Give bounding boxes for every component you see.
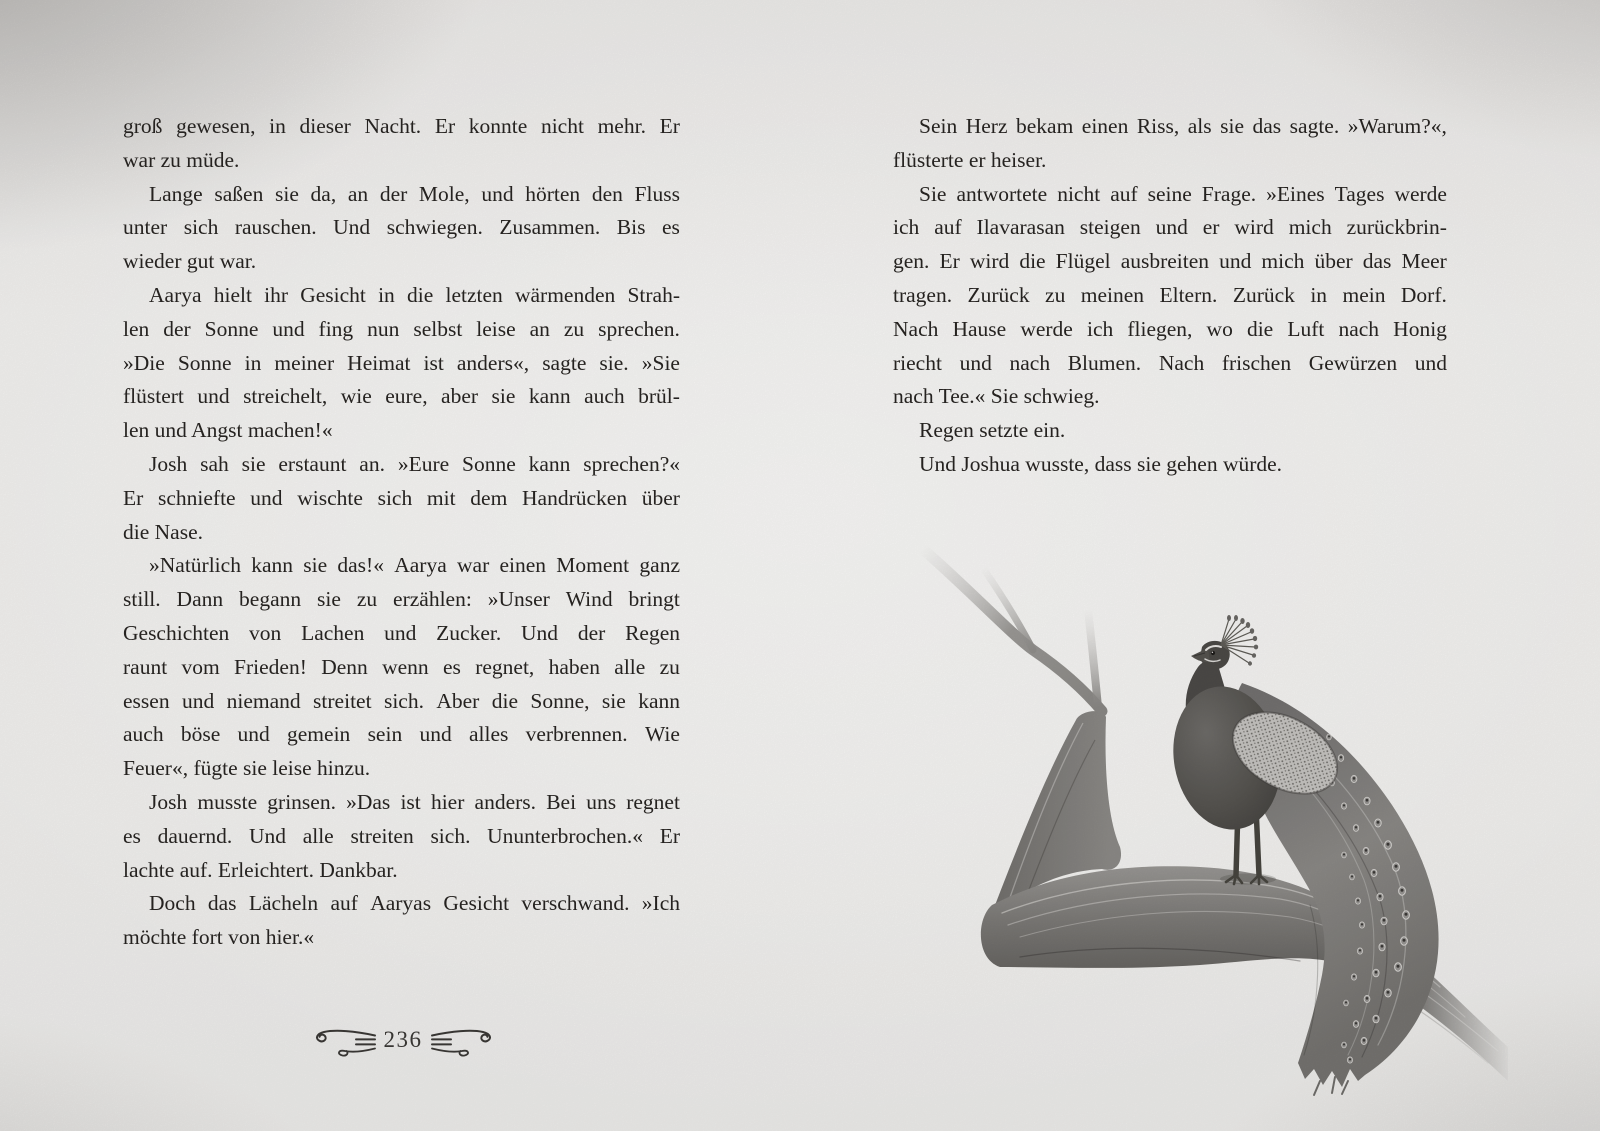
text-line: raunt vom Frieden! Denn wenn es regnet, haben alle zu xyxy=(123,654,680,679)
text-line: Aarya hielt ihr Gesicht in die letzten wärmenden Strah- xyxy=(149,282,680,307)
text-line: Josh sah sie erstaunt an. »Eure Sonne kann sprechen?« xyxy=(149,451,680,476)
peacock-head xyxy=(1191,615,1258,669)
text-line: »Natürlich kann sie das!« Aarya war einen Moment ganz xyxy=(149,553,680,578)
paragraph xyxy=(123,279,680,448)
paragraph xyxy=(123,110,680,178)
text-line: die Nase. xyxy=(123,519,203,544)
text-line: groß gewesen, in dieser Nacht. Er konnte nicht mehr. Er xyxy=(123,114,680,138)
paragraph xyxy=(123,786,680,887)
page-number: 236 xyxy=(383,1027,423,1052)
text-line: riecht und nach Blumen. Nach frischen Gewürzen und xyxy=(893,350,1447,375)
text-line: Doch das Lächeln auf Aaryas Gesicht verschwand. »Ich xyxy=(149,891,680,916)
right-page-text xyxy=(893,110,1447,482)
paragraph xyxy=(123,178,680,279)
text-line: auch böse und gemein sein und alles verbrennen. Wie xyxy=(123,722,680,747)
left-page-text xyxy=(123,110,680,955)
text-line: ich auf Ilavarasan steigen und er wird mich zurückbrin- xyxy=(893,215,1447,240)
text-line: len und Angst machen!« xyxy=(123,418,333,443)
twigs xyxy=(925,551,1102,711)
text-line: unter sich rauschen. Und schwiegen. Zusammen. Bis es xyxy=(123,215,680,240)
text-line: »Die Sonne in meiner Heimat ist anders«, sagte sie. »Sie xyxy=(123,350,680,375)
text-line: flüsterte er heiser. xyxy=(893,147,1047,172)
text-line: nach Tee.« Sie schwieg. xyxy=(893,384,1100,409)
paragraph xyxy=(123,549,680,786)
text-line: lachte auf. Erleichtert. Dankbar. xyxy=(123,857,398,882)
text-line: wieder gut war. xyxy=(123,249,257,274)
page-number-ornament xyxy=(307,1022,499,1058)
text-line: still. Dann begann sie zu erzählen: »Unser Wind bringt xyxy=(123,587,680,612)
text-line: essen und niemand streitet sich. Aber die Sonne, sie kann xyxy=(123,688,680,713)
text-line: möchte fort von hier.« xyxy=(123,925,315,950)
flourish-right-icon xyxy=(428,1023,498,1057)
text-line: Geschichten von Lachen und Zucker. Und der Regen xyxy=(123,620,680,645)
text-line: flüstert und streichelt, wie eure, aber sie kann auch brül- xyxy=(123,384,680,409)
paragraph xyxy=(893,414,1447,448)
text-line: gen. Er wird die Flügel ausbreiten und mich über das Meer xyxy=(893,249,1447,274)
peacock-illustration xyxy=(880,515,1525,1131)
text-line: tragen. Zurück zu meinen Eltern. Zurück in mein Dorf. xyxy=(893,282,1447,307)
text-line: Er schniefte und wischte sich mit dem Handrücken über xyxy=(123,485,680,510)
paragraph xyxy=(893,110,1447,178)
paragraph xyxy=(893,448,1447,482)
paragraph xyxy=(123,887,680,955)
paragraph xyxy=(123,448,680,549)
text-line: Sie antwortete nicht auf seine Frage. »Eines Tages werde xyxy=(919,181,1447,206)
text-line: len der Sonne und fing nun selbst leise an zu sprechen. xyxy=(123,316,680,341)
paragraph xyxy=(893,178,1447,415)
eye xyxy=(1211,651,1215,655)
text-line: Und Joshua wusste, dass sie gehen würde. xyxy=(919,451,1283,476)
text-line: war zu müde. xyxy=(123,147,240,172)
text-line: Sein Herz bekam einen Riss, als sie das sagte. »Warum?«, xyxy=(919,114,1447,138)
text-line: Nach Hause werde ich fliegen, wo die Luft nach Honig xyxy=(893,316,1447,341)
flourish-left-icon xyxy=(309,1023,379,1057)
text-line: Lange saßen sie da, an der Mole, und hörten den Fluss xyxy=(149,181,680,206)
text-line: Feuer«, fügte sie leise hinzu. xyxy=(123,756,371,781)
text-line: Josh musste grinsen. »Das ist hier anders. Bei uns regnet xyxy=(149,789,680,814)
text-line: es dauernd. Und alle streiten sich. Ununterbrochen.« Er xyxy=(123,823,680,848)
text-line: Regen setzte ein. xyxy=(919,418,1066,443)
